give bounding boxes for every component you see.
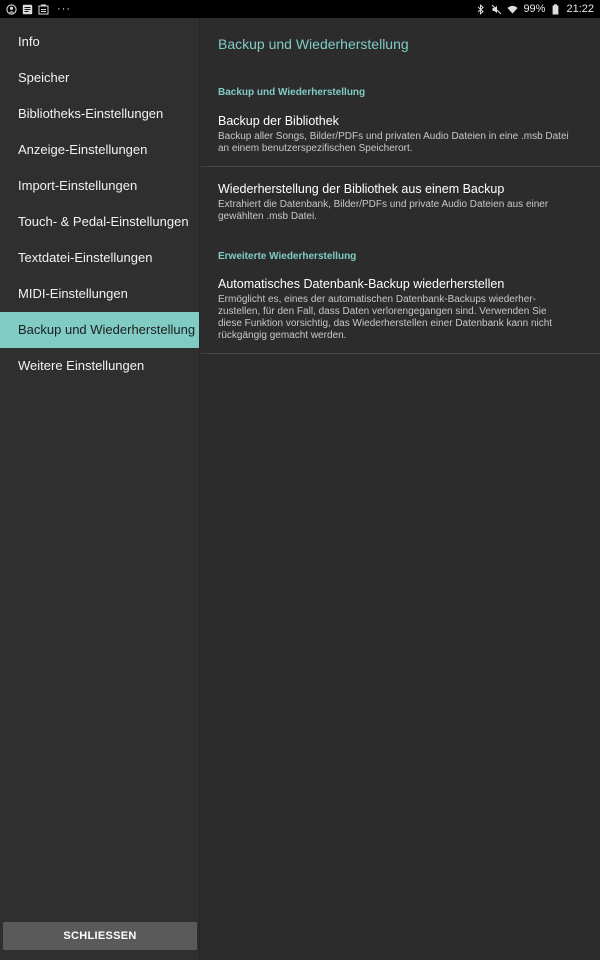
- section-header-advanced-restore: Erweiterte Wiederherstellung: [218, 251, 357, 262]
- notes-app-icon: [22, 4, 33, 15]
- pref-restore-library-title: Wiederherstellung der Bibliothek aus einem Backup: [218, 182, 505, 196]
- sidebar-item-midi-settings[interactable]: MIDI-Einstellungen: [18, 286, 128, 301]
- divider: [201, 353, 600, 354]
- summary-line: Ermöglicht es, eines der automatischen Datenbank-Backups wiederher-: [218, 294, 536, 305]
- tasks-app-icon: [38, 4, 49, 15]
- battery-percentage: 99%: [523, 3, 546, 15]
- settings-nav-list: [0, 18, 199, 384]
- more-notifications-icon: ···: [57, 3, 71, 15]
- sidebar-item-library-settings[interactable]: Bibliotheks-Einstellungen: [18, 106, 164, 121]
- settings-content: [201, 18, 600, 960]
- pref-restore-auto-backup-summary: [218, 294, 583, 342]
- battery-icon: [550, 4, 561, 15]
- settings-sidebar: [0, 18, 200, 960]
- sidebar-item-info[interactable]: Info: [18, 34, 40, 49]
- pref-backup-library[interactable]: [201, 114, 600, 155]
- summary-line: diese Funktion vorsichtig, das Wiederherstellen einer Datenbank kann nicht: [218, 318, 553, 329]
- sidebar-item-import-settings[interactable]: Import-Einstellungen: [18, 178, 138, 193]
- close-button[interactable]: SCHLIESSEN: [3, 922, 197, 950]
- pref-backup-library-title: Backup der Bibliothek: [218, 114, 339, 128]
- pref-backup-library-summary: [218, 131, 583, 155]
- pref-restore-auto-backup[interactable]: [201, 277, 600, 342]
- sidebar-item-storage[interactable]: Speicher: [18, 70, 70, 85]
- bluetooth-icon: [475, 4, 486, 15]
- status-bar-left: [6, 3, 71, 15]
- section-header-backup-restore: Backup und Wiederherstellung: [218, 87, 366, 98]
- status-bar-right: [475, 3, 594, 15]
- wifi-icon: [507, 4, 518, 15]
- summary-line: rückgängig gemacht werden.: [218, 330, 347, 341]
- pref-restore-library-summary: [218, 199, 583, 223]
- summary-line: gewählten .msb Datei.: [218, 211, 317, 222]
- status-bar: [0, 0, 600, 18]
- pref-restore-auto-backup-title: Automatisches Datenbank-Backup wiederherstellen: [218, 277, 505, 291]
- summary-line: zustellen, für den Fall, dass Daten verlorengegangen sind. Verwenden Sie: [218, 306, 547, 317]
- account-icon: [6, 4, 17, 15]
- sidebar-item-backup-restore[interactable]: Backup und Wiederherstellung: [0, 312, 199, 348]
- summary-line: Extrahiert die Datenbank, Bilder/PDFs und private Audio Dateien aus einer: [218, 199, 549, 210]
- mute-icon: [491, 4, 502, 15]
- sidebar-item-more-settings[interactable]: Weitere Einstellungen: [18, 358, 145, 373]
- sidebar-item-textfile-settings[interactable]: Textdatei-Einstellungen: [18, 250, 153, 265]
- summary-line: Backup aller Songs, Bilder/PDFs und privaten Audio Dateien in eine .msb Datei: [218, 131, 569, 142]
- summary-line: an einem benutzerspezifischen Speicherort.: [218, 143, 413, 154]
- clock: 21:22: [566, 3, 594, 15]
- divider: [201, 166, 600, 167]
- page-title: Backup und Wiederherstellung: [218, 36, 409, 52]
- sidebar-item-touch-pedal-settings[interactable]: Touch- & Pedal-Einstellungen: [18, 214, 189, 229]
- sidebar-item-display-settings[interactable]: Anzeige-Einstellungen: [18, 142, 148, 157]
- pref-restore-library[interactable]: [201, 182, 600, 223]
